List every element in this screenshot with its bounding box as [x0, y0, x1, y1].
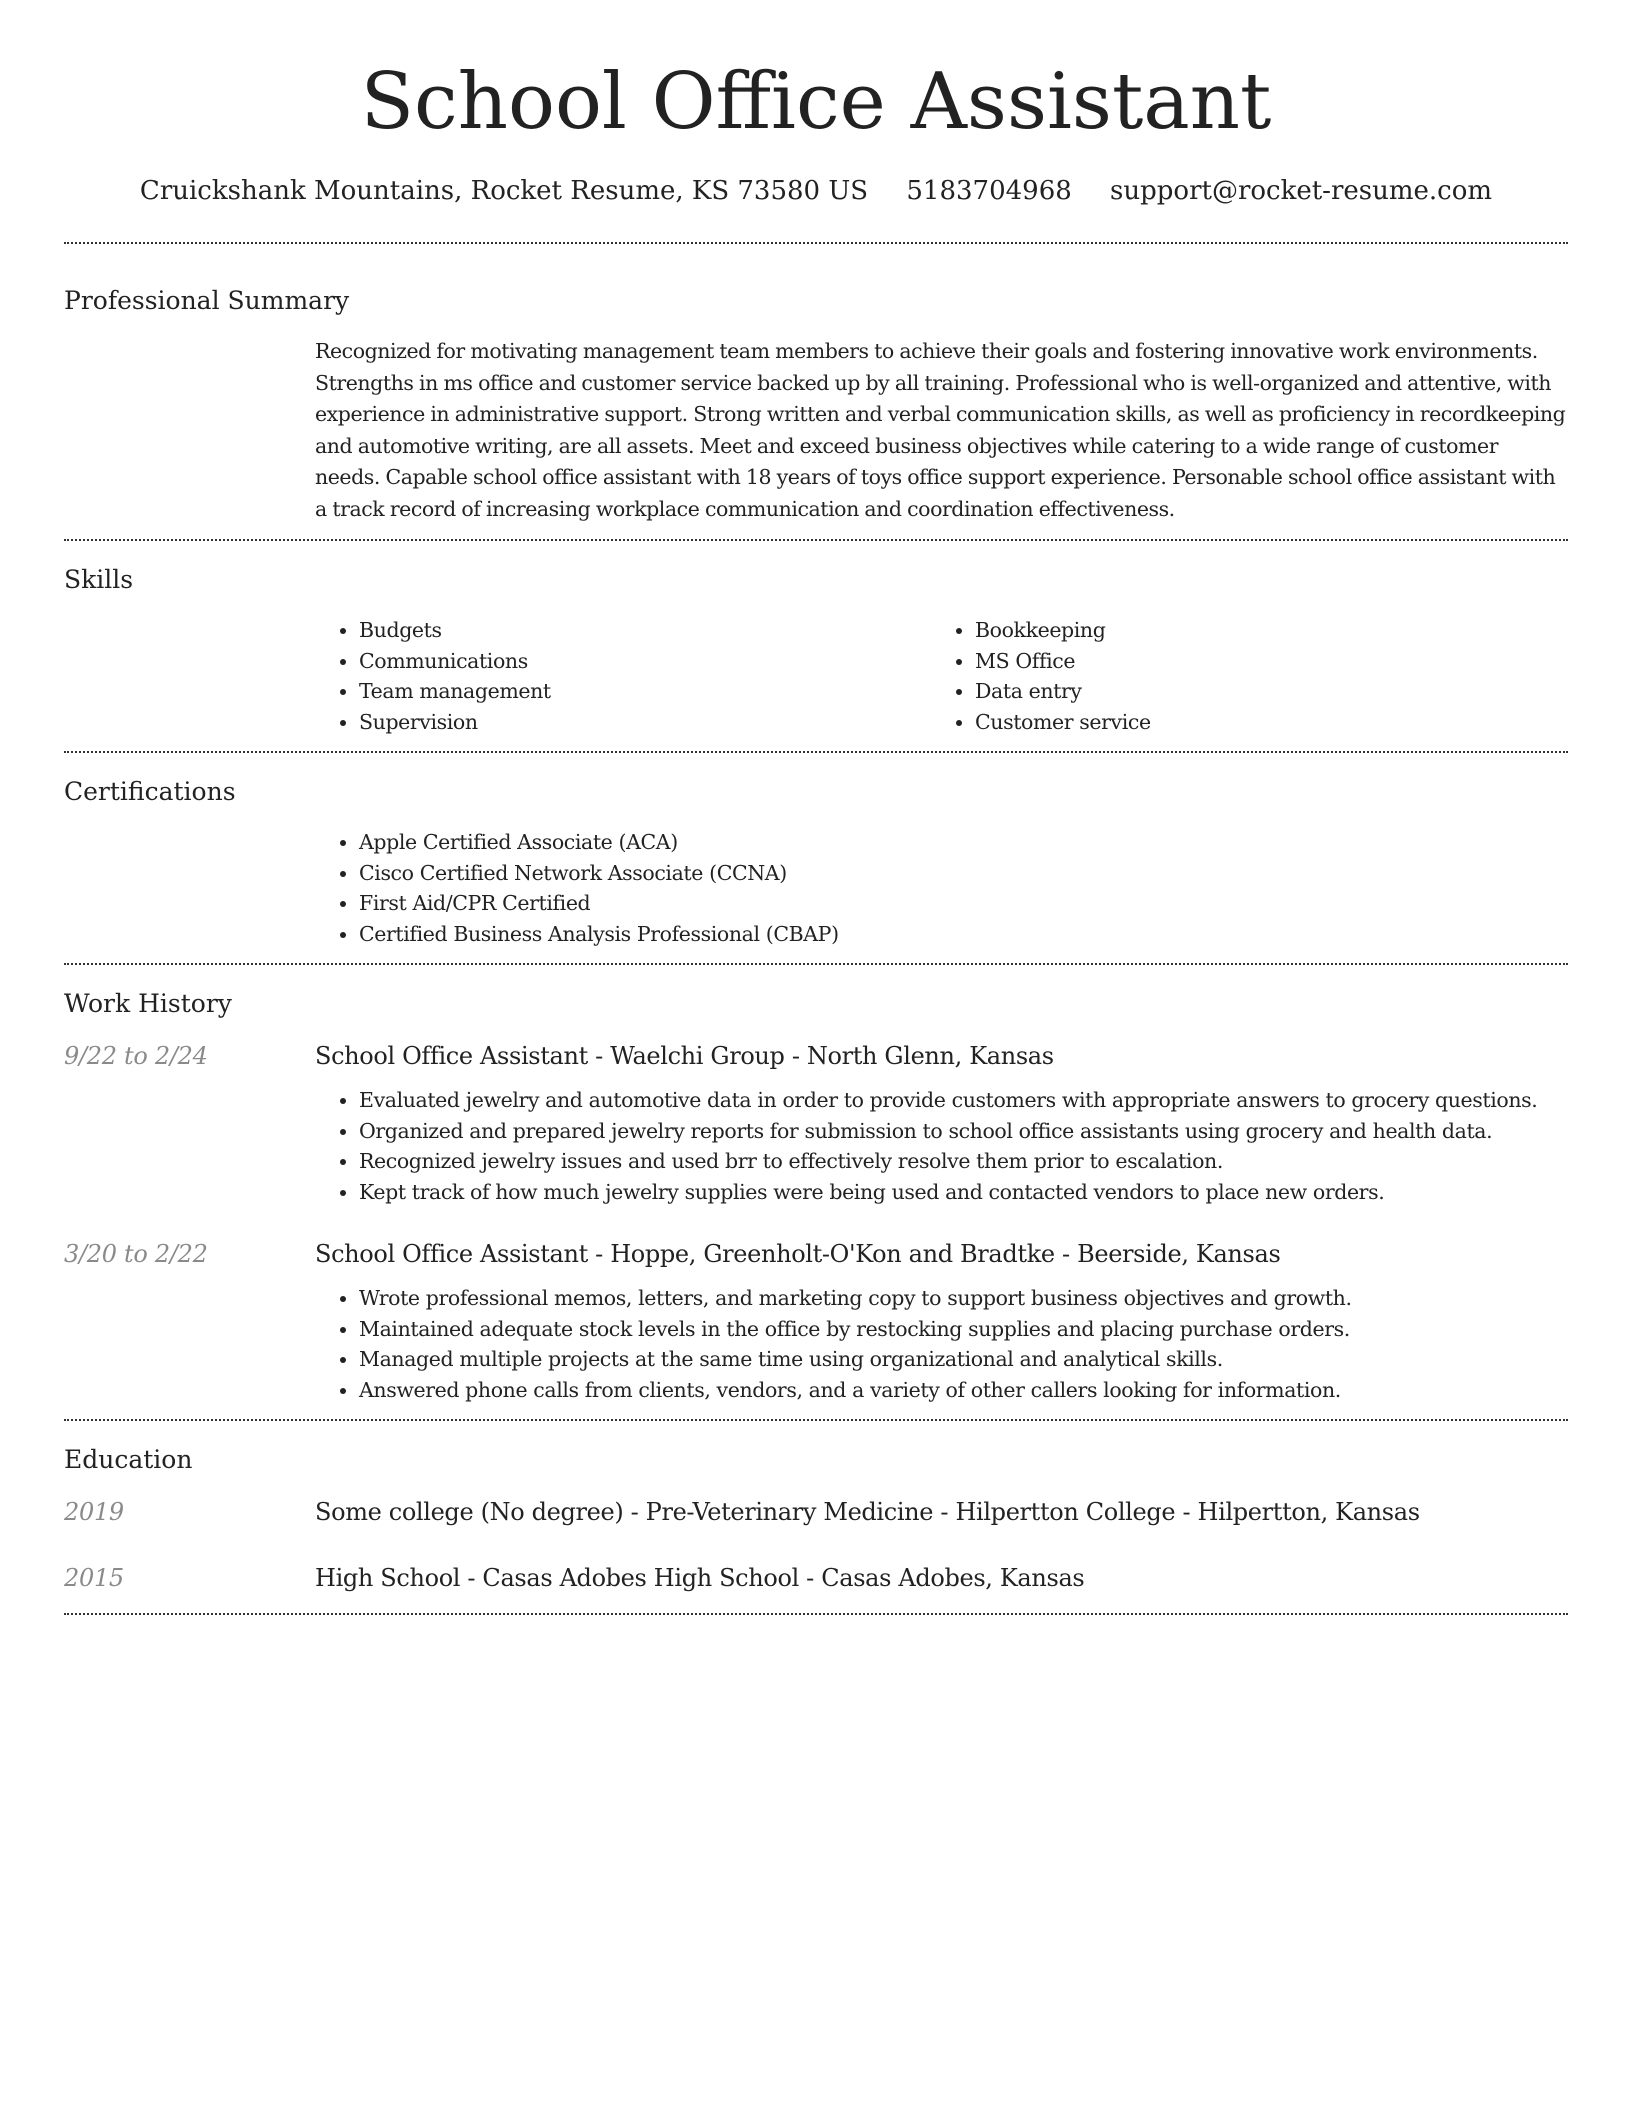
work-bullet: • Organized and prepared jewelry reports for submission to school office assistants using grocery and health data. [359, 1116, 1568, 1147]
work-dates: 9/22 to 2/24 [64, 1042, 208, 1070]
work-bullet: • Kept track of how much jewelry supplies were being used and contacted vendors to place new orders. [359, 1177, 1568, 1208]
certifications-title: Certifications [64, 777, 236, 806]
contact-phone: 5183704968 [906, 176, 1072, 206]
work-heading: School Office Assistant - Waelchi Group - North Glenn, Kansas [315, 1042, 1054, 1070]
skills-section [64, 541, 1568, 737]
work-entry [64, 1039, 1568, 1207]
education-entry [64, 1495, 1568, 1529]
contact-line [64, 174, 1568, 208]
contact-address: Cruickshank Mountains, Rocket Resume, KS 73580 US [139, 176, 869, 206]
skill-item: • Budgets [359, 615, 931, 646]
skills-title: Skills [64, 565, 134, 594]
education-entry [64, 1561, 1568, 1595]
skill-item: • MS Office [975, 646, 1547, 677]
work-heading: School Office Assistant - Hoppe, Greenholt-O'Kon and Bradtke - Beerside, Kansas [315, 1240, 1281, 1268]
skills-list-left [315, 615, 931, 737]
resume-page [64, 0, 1568, 1615]
education-year: 2015 [64, 1564, 124, 1592]
work-history-title: Work History [64, 989, 232, 1018]
skill-item: • Team management [359, 676, 931, 707]
skill-item: • Supervision [359, 707, 931, 738]
summary-title: Professional Summary [64, 286, 350, 315]
work-bullets [315, 1283, 1568, 1405]
work-bullet: • Answered phone calls from clients, vendors, and a variety of other callers looking for information. [359, 1375, 1568, 1406]
skills-columns [315, 615, 1568, 737]
work-bullet: • Wrote professional memos, letters, and marketing copy to support business objectives and growth. [359, 1283, 1568, 1314]
skill-item: • Data entry [975, 676, 1547, 707]
certification-item: • Certified Business Analysis Professional (CBAP) [359, 919, 1568, 950]
work-bullet: • Evaluated jewelry and automotive data in order to provide customers with appropriate answers to grocery questions. [359, 1085, 1568, 1116]
work-bullet: • Recognized jewelry issues and used brr to effectively resolve them prior to escalation. [359, 1146, 1568, 1177]
resume-name: School Office Assistant [360, 57, 1272, 147]
summary-text: Recognized for motivating management team members to achieve their goals and fostering innovative work environments. Strengths in ms office and customer service backed up by all training. Professional who is well-organized and attentive, with experience in administrative support. Strong written and verbal communication skills, as well as proficiency in recordkeeping and automotive writing, are all assets. Meet and exceed business objectives while catering to a wide range of customer needs. Capable school office assistant with 18 years of toys office support experience. Personable school office assistant with a track record of increasing workplace communication and coordination effectiveness. [315, 339, 1566, 521]
contact-email: support@rocket-resume.com [1110, 176, 1493, 206]
skill-item: • Communications [359, 646, 931, 677]
work-bullet: • Managed multiple projects at the same time using organizational and analytical skills. [359, 1344, 1568, 1375]
work-bullets [315, 1085, 1568, 1207]
work-bullet: • Maintained adequate stock levels in the office by restocking supplies and placing purchase orders. [359, 1314, 1568, 1345]
education-year: 2019 [64, 1498, 124, 1526]
skill-item: • Customer service [975, 707, 1547, 738]
certification-item: • Cisco Certified Network Associate (CCNA) [359, 858, 1568, 889]
education-heading: High School - Casas Adobes High School - Casas Adobes, Kansas [315, 1564, 1085, 1592]
work-dates: 3/20 to 2/22 [64, 1240, 208, 1268]
skill-item: • Bookkeeping [975, 615, 1547, 646]
certification-item: • First Aid/CPR Certified [359, 888, 1568, 919]
work-history-section [64, 965, 1568, 1405]
education-section [64, 1421, 1568, 1595]
certification-item: • Apple Certified Associate (ACA) [359, 827, 1568, 858]
education-title: Education [64, 1445, 193, 1474]
education-heading: Some college (No degree) - Pre-Veterinary Medicine - Hilpertton College - Hilpertton, Kansas [315, 1498, 1420, 1526]
certifications-section [64, 753, 1568, 949]
work-entry [64, 1237, 1568, 1405]
section-divider [64, 1613, 1568, 1615]
summary-section [64, 244, 1568, 525]
certifications-list [315, 827, 1568, 949]
skills-list-right [931, 615, 1547, 737]
